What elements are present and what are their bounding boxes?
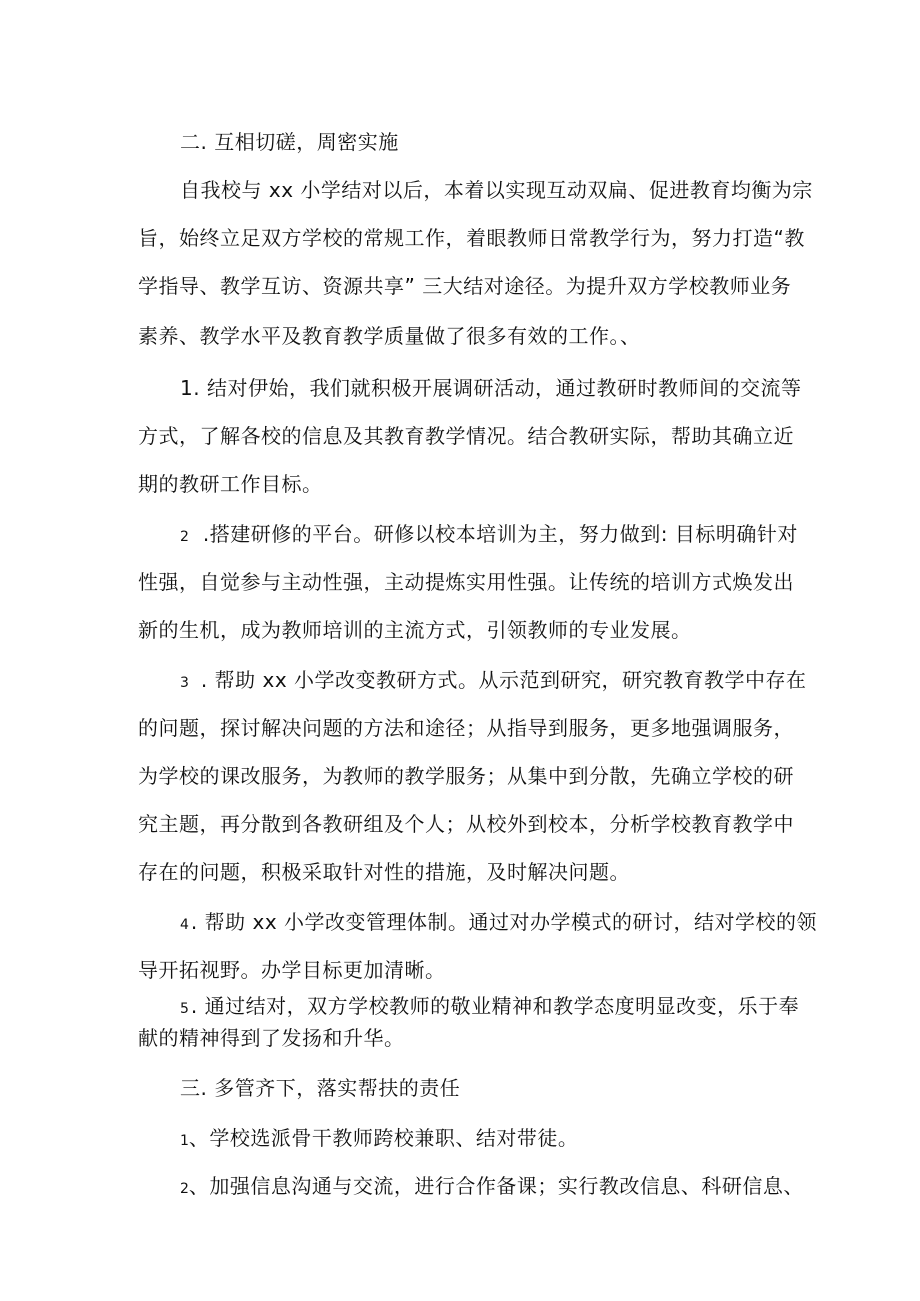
paragraph-line: 自我校与 xx 小学结对以后，本着以实现互动双扁、促进教育均衡为宗 (180, 178, 813, 202)
paragraph-line (180, 520, 798, 551)
paragraph-line: 献的精神得到了发扬和升华。 (138, 1026, 405, 1050)
item-number: 2 (180, 1181, 189, 1197)
item-text: 、加强信息沟通与交流，进行合作备课；实行教改信息、科研信息、 (188, 1174, 804, 1198)
item-text: . 帮助 xx 小学改变教研方式。从示范到研究，研究教育教学中存在 (200, 668, 807, 692)
paragraph-line (180, 992, 799, 1023)
item-text: 、学校选派骨干教师跨校兼职、结对带徒。 (188, 1126, 579, 1150)
paragraph-line: 究主题，再分散到各教研组及个人；从校外到校本，分析学校教育教学中 (138, 812, 794, 836)
section-3-item-1 (180, 1124, 578, 1155)
paragraph-line (180, 908, 817, 939)
paragraph-line: 新的生机，成为教师培训的主流方式，引领教师的专业发展。 (138, 618, 692, 642)
item-number: 2 (180, 529, 189, 545)
item-number: 4 (180, 917, 189, 933)
paragraph-line: 性强，自觉参与主动性强，主动提炼实用性强。让传统的培训方式焕发出 (138, 570, 794, 594)
paragraph-line: 存在的问题，积极采取针对性的措施，及时解决问题。 (138, 860, 630, 884)
paragraph-line: 导开拓视野。办学目标更加清晰。 (138, 958, 446, 982)
paragraph-line (180, 666, 807, 697)
item-text: . 通过结对，双方学校教师的敬业精神和教学态度明显改变，乐于奉 (190, 994, 800, 1018)
section-2-heading: 二. 互相切磋，周密实施 (180, 130, 399, 154)
paragraph-line: 1. 结对伊始，我们就积极开展调研活动，通过教研时教师间的交流等 (180, 376, 802, 400)
item-number: 1 (180, 1133, 189, 1149)
item-text: .搭建研修的平台。研修以校本培训为主，努力做到: 目标明确针对 (202, 522, 798, 546)
paragraph-line: 的问题，探讨解决问题的方法和途径；从指导到服务，更多地强调服务， (138, 716, 794, 740)
item-number: 5 (180, 1001, 189, 1017)
paragraph-line: 旨，始终立足双方学校的常规工作，着眼教师日常教学行为，努力打造“教 (138, 226, 805, 250)
item-number: 3 (180, 675, 189, 691)
paragraph-line: 学指导、教学互访、资源共享” 三大结对途径。为提升双方学校教师业务 (138, 274, 792, 298)
section-3-item-2 (180, 1172, 804, 1203)
paragraph-line: 方式，了解各校的信息及其教育教学情况。结合教研实际，帮助其确立近 (138, 424, 794, 448)
paragraph-line: 素养、教学水平及教育教学质量做了很多有效的工作。、 (138, 324, 641, 348)
section-3-heading: 三. 多管齐下，落实帮扶的责任 (180, 1076, 461, 1100)
item-text: . 帮助 xx 小学改变管理体制。通过对办学模式的研讨，结对学校的领 (190, 910, 818, 934)
paragraph-line: 为学校的课改服务，为教师的教学服务；从集中到分散，先确立学校的研 (138, 764, 794, 788)
paragraph-line: 期的教研工作目标。 (138, 472, 323, 496)
